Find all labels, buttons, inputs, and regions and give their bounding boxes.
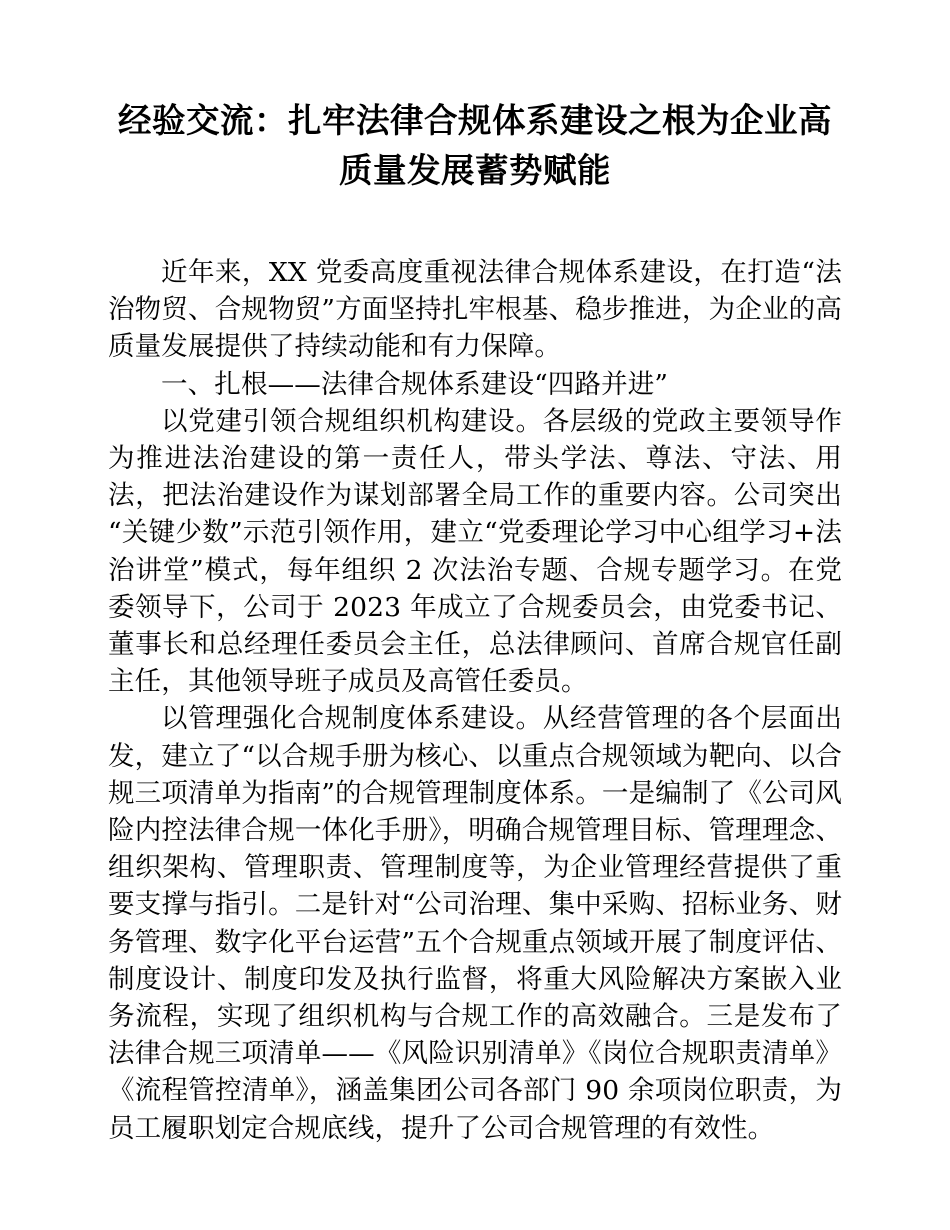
page-title-line-1: 经验交流：扎牢法律合规体系建设之根为企 [118, 101, 764, 140]
paragraph-management-system: 以管理强化合规制度体系建设。从经营管理的各个层面出发，建立了“以合规手册为核心、以重点合规领域为靶向、以合规三项清单为指南”的合规管理制度体系。一是编制了《公司风险内控法律合规一体化手册》，明确合规管理目标、管理理念、组织架构、管理职责、管理制度等，为企业管理经营提供了重要支撑与指引。二是针对“公司治理、集中采购、招标业务、财务管理、数字化平台运营”五个合规重点领域开展了制度评估、制度设计、制度印发及执行监督，将重大风险解决方案嵌入业务流程，实现了组织机构与合规工作的高效融合。三是发布了法律合规三项清单——《风险识别清单》《岗位合规职责清单》《流程管控清单》，涵盖集团公司各部门 90 余项岗位职责，为员工履职划定合规底线，提升了公司合规管理的有效性。 [108, 703, 842, 1144]
page-title [108, 96, 842, 196]
paragraph-intro: 近年来，XX 党委高度重视法律合规体系建设，在打造“法治物贸、合规物贸”方面坚持扎牢根基、稳步推进，为企业的高质量发展提供了持续动能和有力保障。 [108, 257, 842, 363]
paragraph-party-building: 以党建引领合规组织机构建设。各层级的党政主要领导作为推进法治建设的第一责任人，带头学法、尊法、守法、用法，把法治建设作为谋划部署全局工作的重要内容。公司突出“关键少数”示范引领作用，建立“党委理论学习中心组学习+法治讲堂”模式，每年组织 2 次法治专题、合规专题学习。在党委领导下，公司于 2023 年成立了合规委员会，由党委书记、董事长和总经理任委员会主任，总法律顾问、首席合规官任副主任，其他领导班子成员及高管任委员。 [108, 405, 842, 698]
page-title-line-2: 业高质量发展蓄势赋能 [339, 101, 832, 190]
title-body-gap [108, 196, 842, 254]
document-body [108, 96, 842, 1147]
section-heading-1: 一、扎根——法律合规体系建设“四路并进” [161, 368, 669, 400]
